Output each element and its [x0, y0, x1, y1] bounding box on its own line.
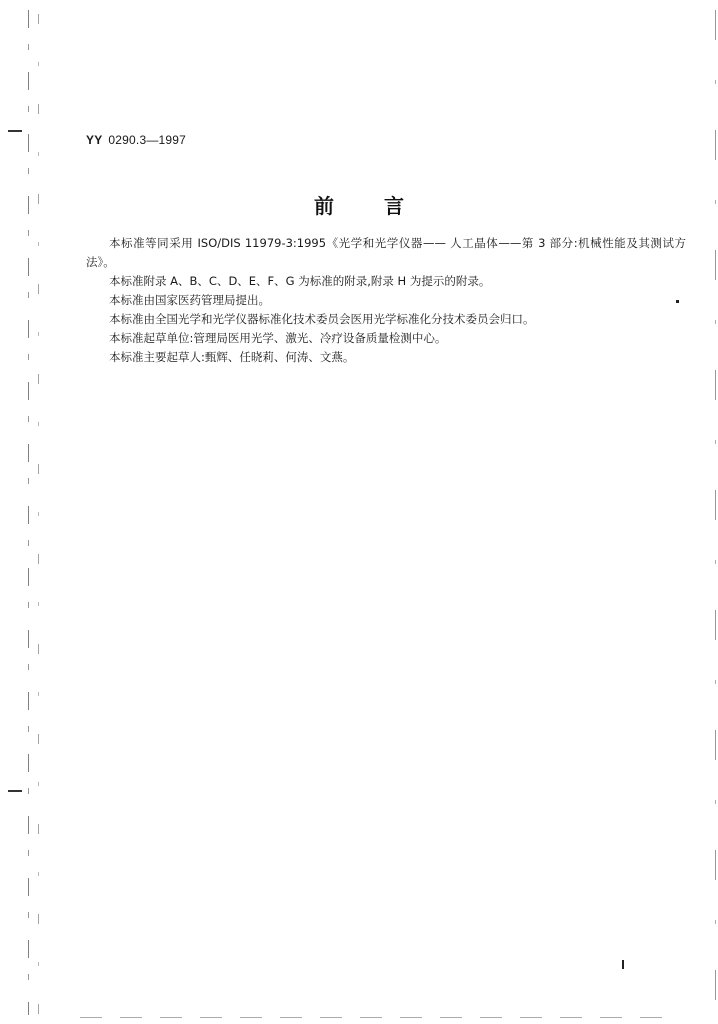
scan-edge-right [715, 10, 716, 1015]
paragraph-adoption: 本标准等同采用 ISO/DIS 11979-3:1995《光学和光学仪器—— 人工晶体——第 3 部分:机械性能及其测试方法》。 [86, 236, 686, 269]
scan-edge-bottom [80, 1017, 680, 1018]
paragraph-appendices: 本标准附录 A、B、C、D、E、F、G 为标准的附录,附录 H 为提示的附录。 [109, 274, 491, 288]
standard-code: 0290.3—1997 [108, 133, 187, 147]
scan-speck-bottom [622, 960, 624, 969]
standard-prefix: YY [86, 133, 103, 147]
title-char-1: 前 [314, 194, 334, 218]
scan-edge-left-inner [38, 14, 39, 1014]
paragraph-drafters: 本标准主要起草人:甄辉、任晓莉、何涛、文燕。 [109, 350, 355, 364]
paragraph-committee: 本标准由全国光学和光学仪器标准化技术委员会医用光学标准化分技术委员会归口。 [109, 312, 535, 326]
scan-edge-left [28, 10, 29, 1015]
scan-mark-top [8, 130, 22, 132]
title-char-2: 言 [384, 194, 404, 218]
paragraph-drafting-unit: 本标准起草单位:管理局医用光学、激光、冷疗设备质量检测中心。 [109, 331, 447, 345]
standard-number [86, 133, 186, 147]
scan-mark-bottom [8, 790, 22, 792]
foreword-body [86, 234, 686, 367]
page-title [0, 190, 718, 219]
paragraph-proposer: 本标准由国家医药管理局提出。 [109, 293, 270, 307]
